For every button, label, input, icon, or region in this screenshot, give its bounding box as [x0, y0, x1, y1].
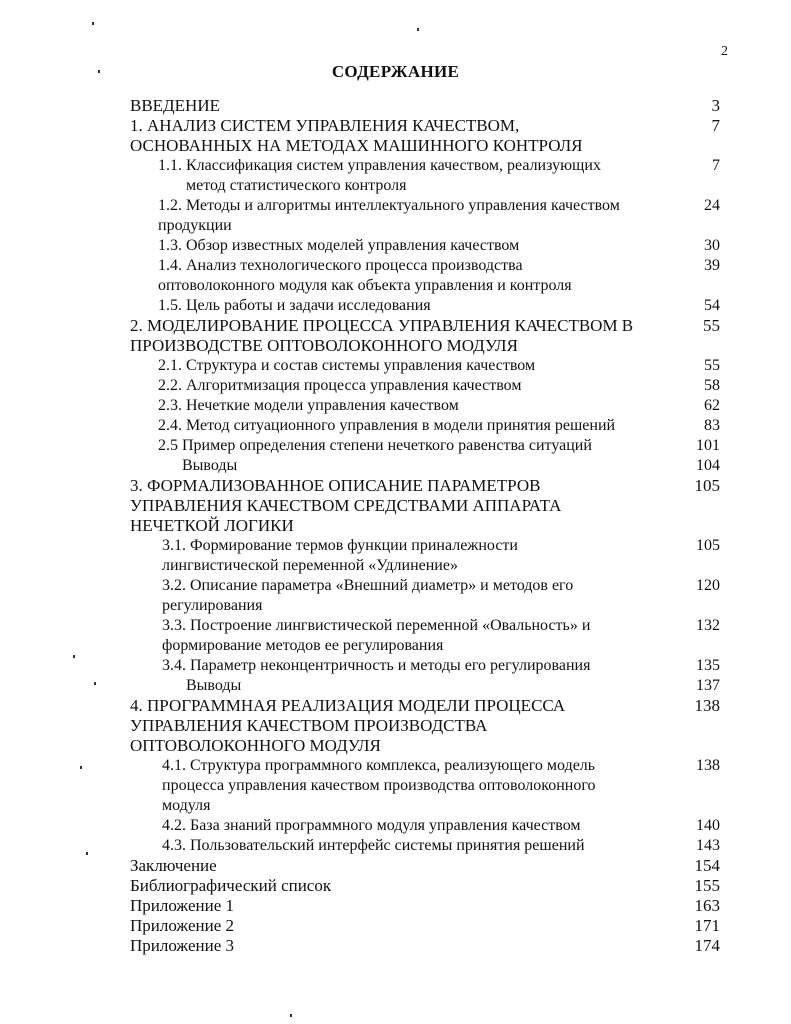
toc-entry [130, 616, 722, 656]
toc-entry-page: 143 [696, 837, 720, 854]
toc-entry-text: 2.1. Структура и состав системы управления качеством [158, 357, 536, 374]
toc-entry [130, 236, 722, 256]
toc-entry-page: 62 [704, 397, 720, 414]
toc-entry-page: 138 [696, 757, 720, 774]
toc-entry [130, 896, 722, 916]
toc-entry [130, 396, 722, 416]
scan-speck [86, 852, 88, 855]
toc-entry-page: 137 [696, 677, 720, 694]
toc-entry [130, 876, 722, 896]
toc-entry-text: 1.2. Методы и алгоритмы интеллектуального управления качеством [158, 197, 620, 214]
toc-entry-page: 154 [694, 856, 720, 875]
toc-entry-text: ПРОИЗВОДСТВЕ ОПТОВОЛОКОННОГО МОДУЛЯ [130, 336, 518, 355]
toc-entry [130, 376, 722, 396]
toc-entry-page: 132 [696, 617, 720, 634]
toc-entry [130, 656, 722, 676]
toc-entry-text: 1.1. Классификация систем управления качеством, реализующих [158, 157, 601, 174]
toc-entry [130, 456, 722, 476]
toc-entry-text: 3. ФОРМАЛИЗОВАННОЕ ОПИСАНИЕ ПАРАМЕТРОВ [130, 476, 541, 495]
toc-entry-text: 1.3. Обзор известных моделей управления качеством [158, 237, 520, 254]
toc-entry-text: регулирования [162, 597, 263, 614]
toc-entry-page: 54 [704, 297, 720, 314]
toc-entry-text: УПРАВЛЕНИЯ КАЧЕСТВОМ ПРОИЗВОДСТВА [130, 716, 488, 735]
toc-entry-page: 174 [694, 936, 720, 955]
toc-entry-text: 1.5. Цель работы и задачи исследования [158, 297, 431, 314]
table-of-contents [130, 96, 722, 956]
scan-speck [73, 655, 75, 658]
toc-entry-text: 3.1. Формирование термов функции приналежности [162, 537, 518, 554]
toc-entry-text: ВВЕДЕНИЕ [130, 96, 220, 115]
toc-entry-text: Приложение 1 [130, 896, 234, 915]
toc-entry-text: Выводы [182, 457, 238, 474]
toc-entry-page: 55 [703, 316, 720, 335]
toc-entry-page: 138 [694, 696, 720, 715]
toc-entry-text: 2.4. Метод ситуационного управления в модели принятия решений [158, 417, 616, 434]
scan-speck [98, 70, 100, 73]
scan-speck [94, 682, 96, 685]
toc-entry-page: 171 [694, 916, 720, 935]
toc-entry-page: 105 [694, 476, 720, 495]
toc-entry-text: УПРАВЛЕНИЯ КАЧЕСТВОМ СРЕДСТВАМИ АППАРАТА [130, 496, 562, 515]
toc-entry-text: 2.3. Нечеткие модели управления качеством [158, 397, 459, 414]
toc-entry-page: 140 [696, 817, 720, 834]
toc-entry [130, 296, 722, 316]
toc-entry [130, 756, 722, 816]
toc-entry-text: метод статистического контроля [186, 177, 407, 194]
toc-entry-text: Приложение 2 [130, 916, 234, 935]
toc-entry-page: 163 [694, 896, 720, 915]
toc-entry-page: 104 [696, 457, 720, 474]
toc-entry [130, 436, 722, 456]
toc-entry [130, 936, 722, 956]
toc-entry-text: 4. ПРОГРАММНАЯ РЕАЛИЗАЦИЯ МОДЕЛИ ПРОЦЕССА [130, 696, 566, 715]
page-number: 2 [721, 44, 728, 59]
toc-entry-page: 101 [696, 437, 720, 454]
toc-entry [130, 316, 722, 356]
toc-entry-text: формирование методов ее регулирования [162, 637, 444, 654]
toc-entry-page: 55 [704, 357, 720, 374]
toc-entry [130, 536, 722, 576]
toc-entry-text: Библиографический список [130, 876, 332, 895]
toc-entry [130, 356, 722, 376]
toc-entry-page: 155 [694, 876, 720, 895]
toc-entry-text: 3.2. Описание параметра «Внешний диаметр» и методов его [162, 577, 574, 594]
toc-entry [130, 856, 722, 876]
toc-entry-text: 3.3. Построение лингвистической переменной «Овальность» и [162, 617, 591, 634]
toc-entry [130, 576, 722, 616]
toc-entry-text: 4.2. База знаний программного модуля управления качеством [162, 817, 581, 834]
toc-entry-text: Заключение [130, 856, 217, 875]
toc-entry [130, 836, 722, 856]
toc-entry [130, 156, 722, 196]
toc-entry-text: ОПТОВОЛОКОННОГО МОДУЛЯ [130, 736, 381, 755]
toc-entry-page: 58 [704, 377, 720, 394]
toc-entry [130, 696, 722, 756]
toc-entry-text: модуля [162, 797, 211, 814]
toc-entry [130, 96, 722, 116]
toc-entry-text: Выводы [186, 677, 242, 694]
toc-entry [130, 196, 722, 236]
toc-entry-text: 1.4. Анализ технологического процесса производства [158, 257, 523, 274]
toc-entry-page: 7 [711, 116, 720, 135]
toc-entry-page: 24 [704, 197, 720, 214]
toc-entry-text: 2.2. Алгоритмизация процесса управления качеством [158, 377, 522, 394]
toc-entry-text: НЕЧЕТКОЙ ЛОГИКИ [130, 516, 294, 535]
toc-entry [130, 916, 722, 936]
toc-entry-page: 39 [704, 257, 720, 274]
toc-entry-text: продукции [158, 217, 232, 234]
toc-entry-page: 3 [711, 96, 720, 115]
scan-speck [80, 766, 82, 769]
toc-entry-text: 4.3. Пользовательский интерфейс системы принятия решений [162, 837, 585, 854]
toc-entry-page: 83 [704, 417, 720, 434]
toc-entry [130, 476, 722, 536]
toc-entry-page: 30 [704, 237, 720, 254]
scan-speck [290, 1014, 292, 1017]
toc-entry-text: лингвистической переменной «Удлинение» [162, 557, 458, 574]
scan-speck [92, 22, 94, 25]
toc-entry-text: оптоволоконного модуля как объекта управления и контроля [158, 277, 572, 294]
toc-entry-text: 1. АНАЛИЗ СИСТЕМ УПРАВЛЕНИЯ КАЧЕСТВОМ, [130, 116, 520, 135]
toc-entry-page: 120 [696, 577, 720, 594]
toc-entry-page: 7 [712, 157, 720, 174]
page-title: СОДЕРЖАНИЕ [331, 62, 460, 81]
toc-entry [130, 816, 722, 836]
toc-entry [130, 416, 722, 436]
toc-entry-text: 4.1. Структура программного комплекса, реализующего модель [162, 757, 596, 774]
toc-entry-page: 135 [696, 657, 720, 674]
toc-entry [130, 256, 722, 296]
scan-speck [417, 28, 419, 31]
toc-entry-text: 2.5 Пример определения степени нечеткого равенства ситуаций [158, 437, 592, 454]
toc-entry-text: 2. МОДЕЛИРОВАНИЕ ПРОЦЕССА УПРАВЛЕНИЯ КАЧЕСТВОМ В [130, 316, 634, 335]
toc-entry [130, 116, 722, 156]
toc-entry-text: Приложение 3 [130, 936, 234, 955]
toc-entry-page: 105 [696, 537, 720, 554]
toc-entry [130, 676, 722, 696]
toc-entry-text: 3.4. Параметр неконцентричность и методы его регулирования [162, 657, 591, 674]
toc-entry-text: ОСНОВАННЫХ НА МЕТОДАХ МАШИННОГО КОНТРОЛЯ [130, 136, 583, 155]
toc-entry-text: процесса управления качеством производства оптоволоконного [162, 777, 596, 794]
